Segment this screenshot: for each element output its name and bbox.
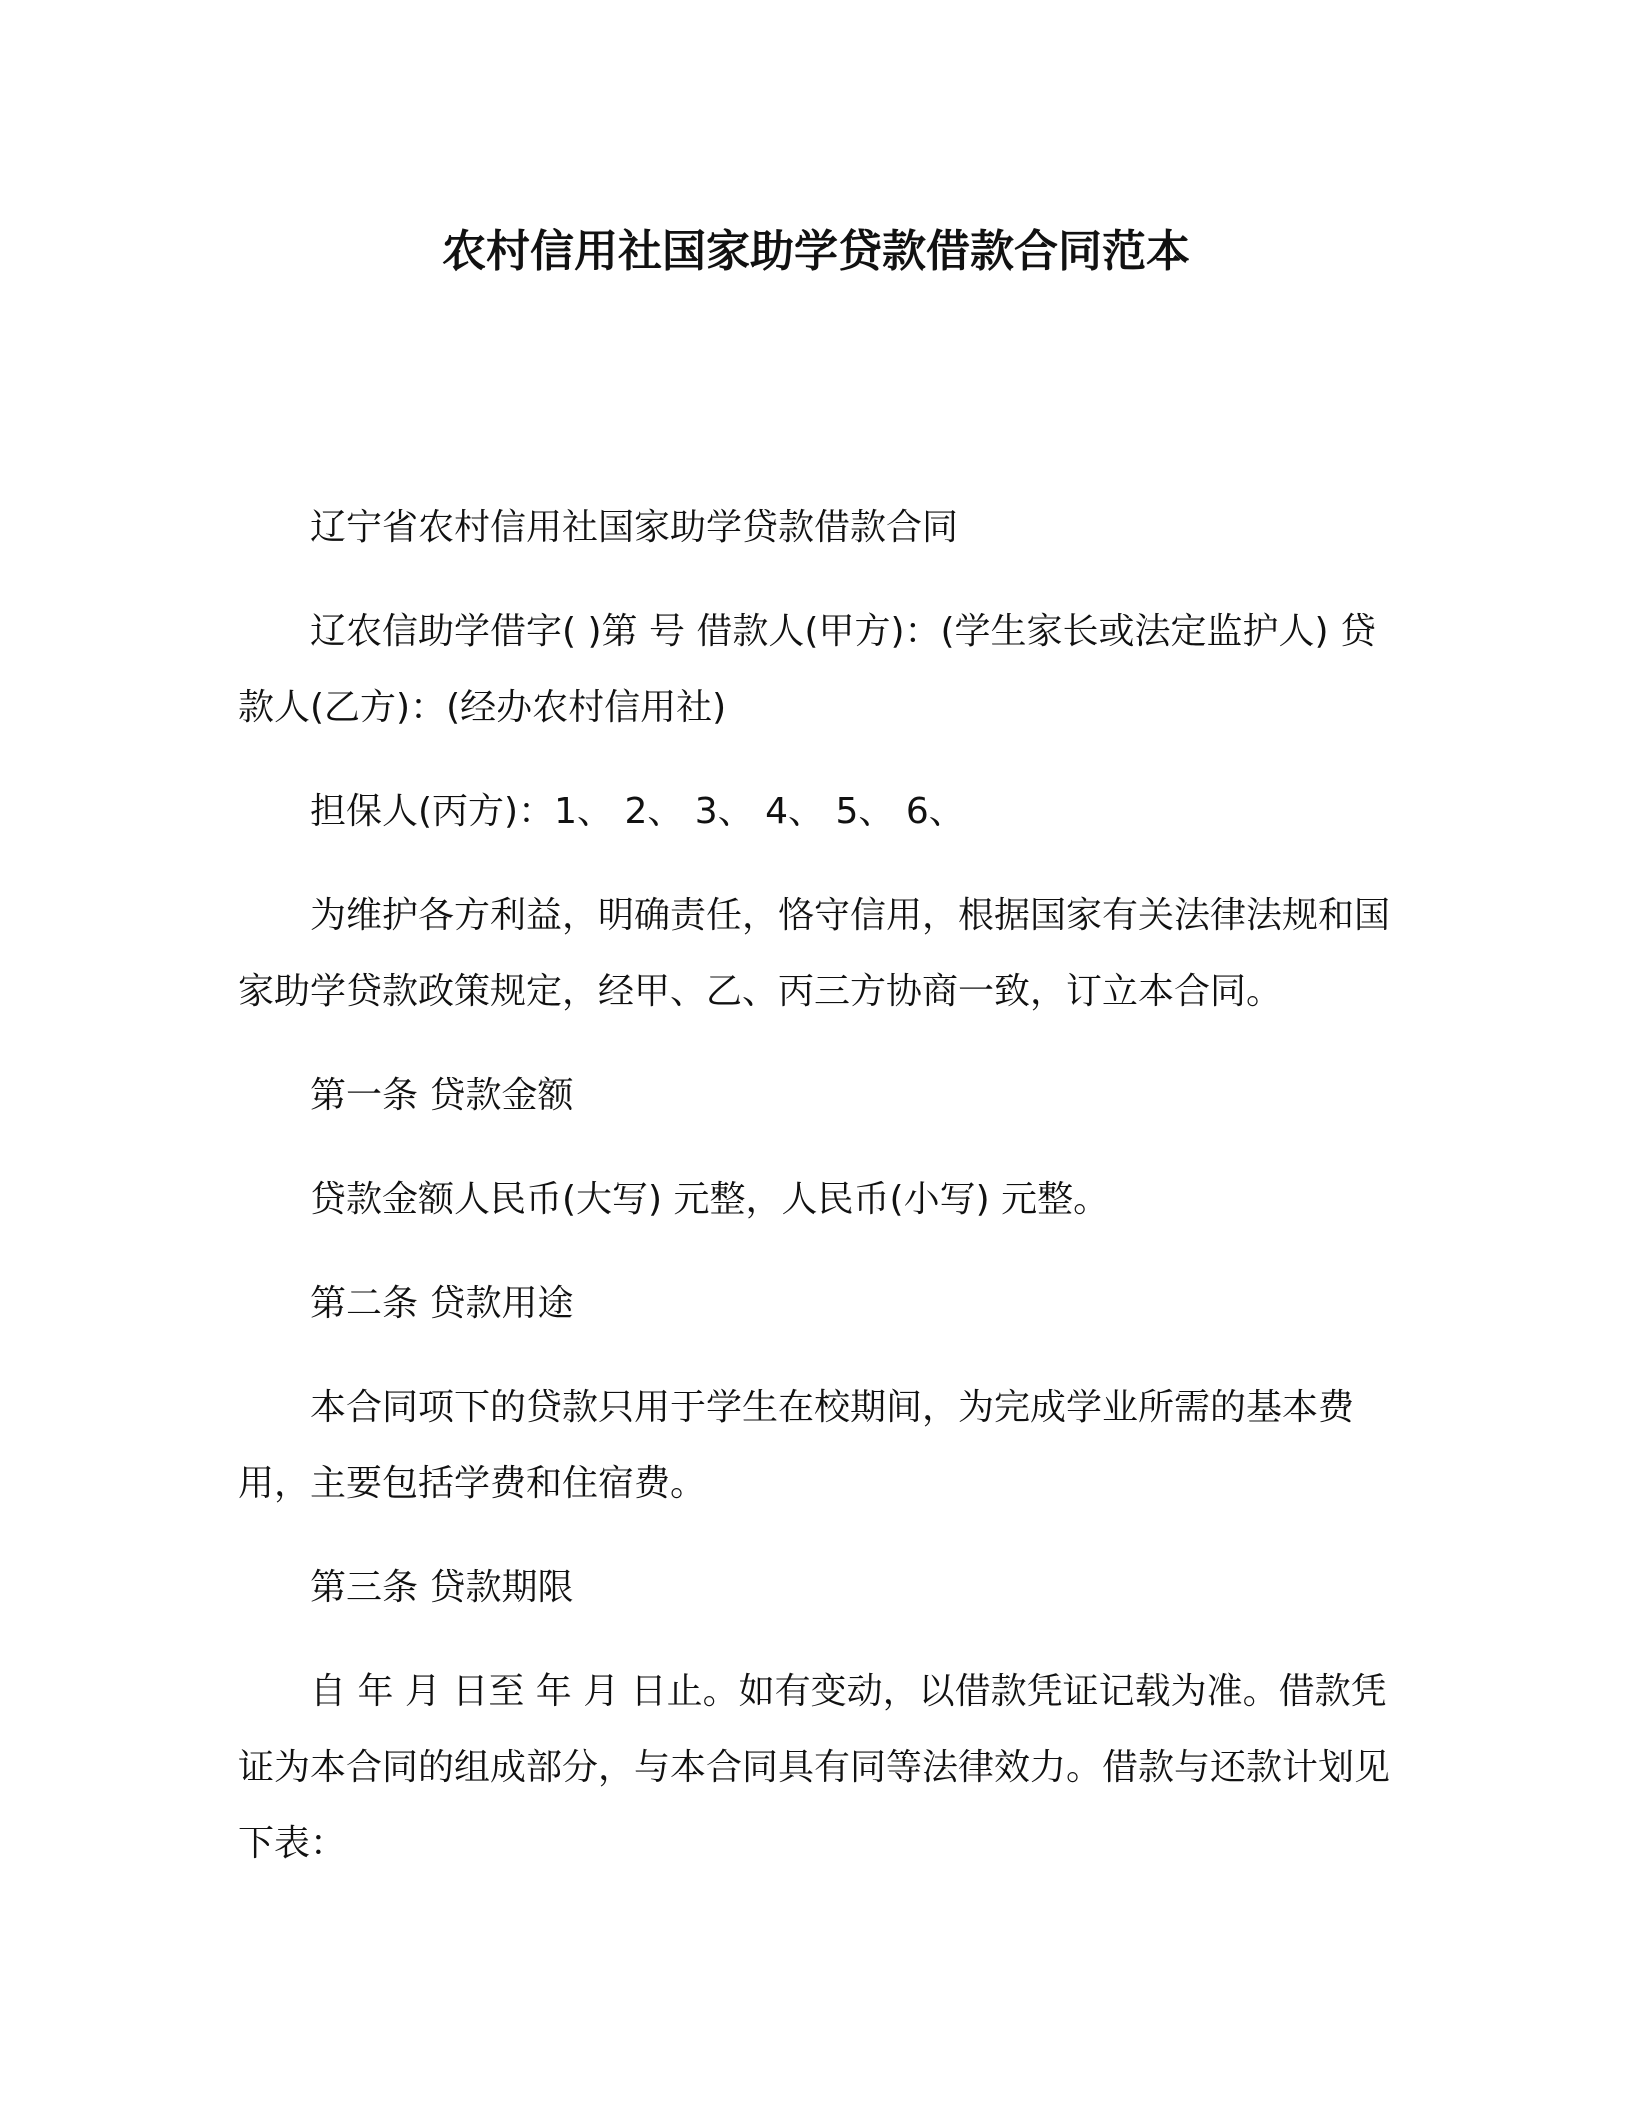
contract-name: 辽宁省农村信用社国家助学贷款借款合同: [310, 507, 959, 548]
guarantor-paragraph: 担保人(丙方)：1、 2、 3、 4、 5、 6、: [310, 791, 965, 832]
article-1-heading: 第一条 贷款金额: [310, 1075, 574, 1116]
preamble-paragraph: 为维护各方利益，明确责任，恪守信用，根据国家有关法律法规和国家助学贷款政策规定，经甲、乙、丙三方协商一致，订立本合同。: [238, 895, 1391, 1012]
article-2-text: 本合同项下的贷款只用于学生在校期间，为完成学业所需的基本费用，主要包括学费和住宿费。: [238, 1387, 1355, 1504]
article-2-heading: 第二条 贷款用途: [310, 1283, 574, 1324]
article-3-text: 自 年 月 日至 年 月 日止。如有变动，以借款凭证记载为准。借款凭证为本合同的组成部分，与本合同具有同等法律效力。借款与还款计划见下表：: [238, 1671, 1391, 1864]
document-body: [238, 490, 1394, 1910]
article-3-heading: 第三条 贷款期限: [310, 1567, 574, 1608]
parties-paragraph: 辽农信助学借字( )第 号 借款人(甲方)：(学生家长或法定监护人) 贷款人(乙方)：(经办农村信用社): [238, 611, 1377, 728]
document-title: 农村信用社国家助学贷款借款合同范本: [442, 226, 1190, 277]
article-1-text: 贷款金额人民币(大写) 元整，人民币(小写) 元整。: [310, 1179, 1110, 1220]
